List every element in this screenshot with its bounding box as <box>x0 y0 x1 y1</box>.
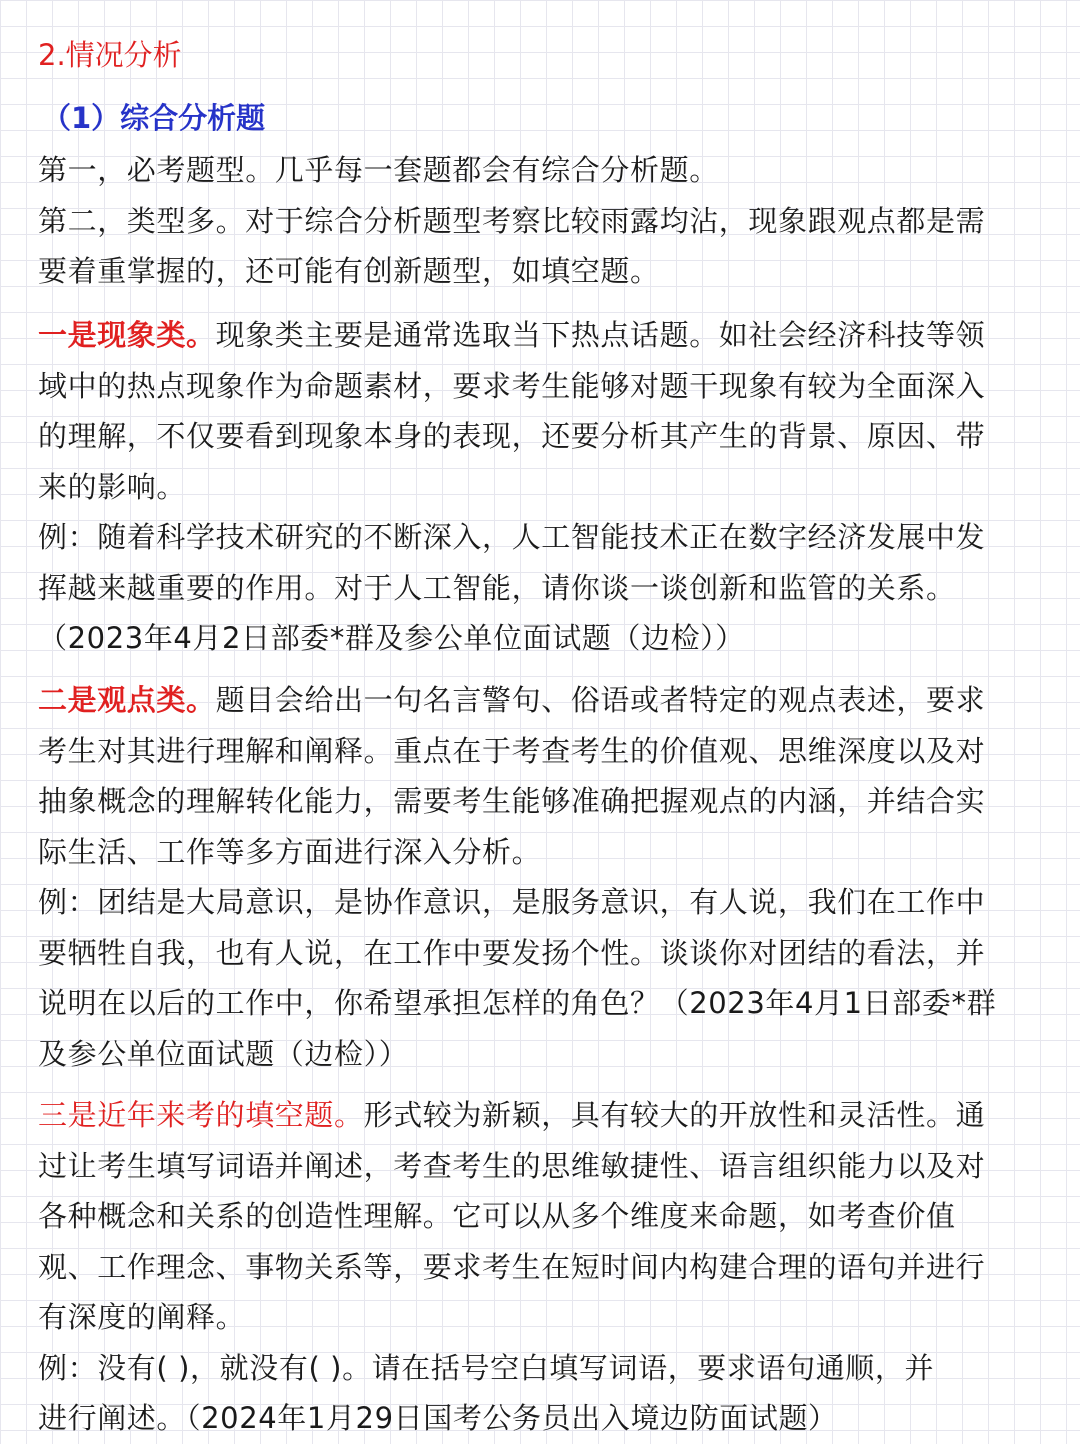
viewpoint-example-4: 及参公单位面试题（边检）） <box>38 1036 409 1071</box>
intro-line-2b: 要着重掌握的，还可能有创新题型，如填空题。 <box>38 254 660 288</box>
phenomenon-line-3: 的理解，不仅要看到现象本身的表现，还要分析其产生的背景、原因、带 <box>38 419 986 453</box>
fill-blank-text-1: 形式较为新颖，具有较大的开放性和灵活性。通 <box>363 1098 986 1132</box>
viewpoint-line-1 <box>38 675 1048 726</box>
phenomenon-lead: 一是现象类。 <box>38 318 216 352</box>
fill-blank-example-2: 进行阐述。（2024年1月29日国考公务员出入境边防面试题） <box>38 1401 838 1435</box>
phenomenon-line-1 <box>38 310 1048 361</box>
viewpoint-line-2: 考生对其进行理解和阐释。重点在于考查考生的价值观、思维深度以及对 <box>38 733 986 768</box>
fill-blank-line-5: 有深度的阐释。 <box>38 1300 246 1334</box>
fill-blank-line-3: 各种概念和关系的创造性理解。它可以从多个维度来命题，如考查价值 <box>38 1199 956 1233</box>
intro-line-2a: 第二，类型多。对于综合分析题型考察比较雨露均沾，现象跟观点都是需 <box>38 203 986 238</box>
phenomenon-example-3: （2023年4月2日部委*群及参公单位面试题（边检）） <box>38 621 745 655</box>
viewpoint-line-4: 际生活、工作等多方面进行深入分析。 <box>38 834 542 869</box>
fill-blank-paragraph <box>38 1090 1048 1444</box>
intro-line-1: 第一，必考题型。几乎每一套题都会有综合分析题。 <box>38 153 719 187</box>
fill-blank-example-1: 例：没有( )，就没有( )。请在括号空白填写词语，要求语句通顺，并 <box>38 1350 935 1385</box>
viewpoint-text-1: 题目会给出一句名言警句、俗语或者特定的观点表述，要求 <box>215 683 986 717</box>
fill-blank-lead: 三是近年来考的填空题。 <box>38 1098 364 1132</box>
intro-paragraph <box>38 145 1048 297</box>
phenomenon-paragraph <box>38 310 1048 664</box>
viewpoint-example-3: 说明在以后的工作中，你希望承担怎样的角色？（2023年4月1日部委*群 <box>38 986 997 1020</box>
phenomenon-line-2: 域中的热点现象作为命题素材，要求考生能够对题干现象有较为全面深入 <box>38 368 986 403</box>
viewpoint-paragraph <box>38 675 1048 1079</box>
viewpoint-example-1: 例：团结是大局意识，是协作意识，是服务意识，有人说，我们在工作中 <box>38 885 986 919</box>
phenomenon-line-4: 来的影响。 <box>38 469 187 504</box>
phenomenon-example-1: 例：随着科学技术研究的不断深入，人工智能技术正在数字经济发展中发 <box>38 520 986 554</box>
fill-blank-line-4: 观、工作理念、事物关系等，要求考生在短时间内构建合理的语句并进行 <box>38 1249 986 1284</box>
viewpoint-line-3: 抽象概念的理解转化能力，需要考生能够准确把握观点的内涵，并结合实 <box>38 784 986 818</box>
phenomenon-example-2: 挥越来越重要的作用。对于人工智能，请你谈一谈创新和监管的关系。 <box>38 570 956 605</box>
sub-title: （1）综合分析题 <box>42 101 266 135</box>
phenomenon-text-1: 现象类主要是通常选取当下热点话题。如社会经济科技等领 <box>215 318 986 352</box>
fill-blank-line-1 <box>38 1090 1048 1141</box>
viewpoint-lead: 二是观点类。 <box>38 683 216 717</box>
fill-blank-line-2: 过让考生填写词语并阐述，考查考生的思维敏捷性、语言组织能力以及对 <box>38 1148 986 1183</box>
section-title: 2.情况分析 <box>38 38 182 72</box>
viewpoint-example-2: 要牺牲自我，也有人说，在工作中要发扬个性。谈谈你对团结的看法，并 <box>38 935 986 970</box>
